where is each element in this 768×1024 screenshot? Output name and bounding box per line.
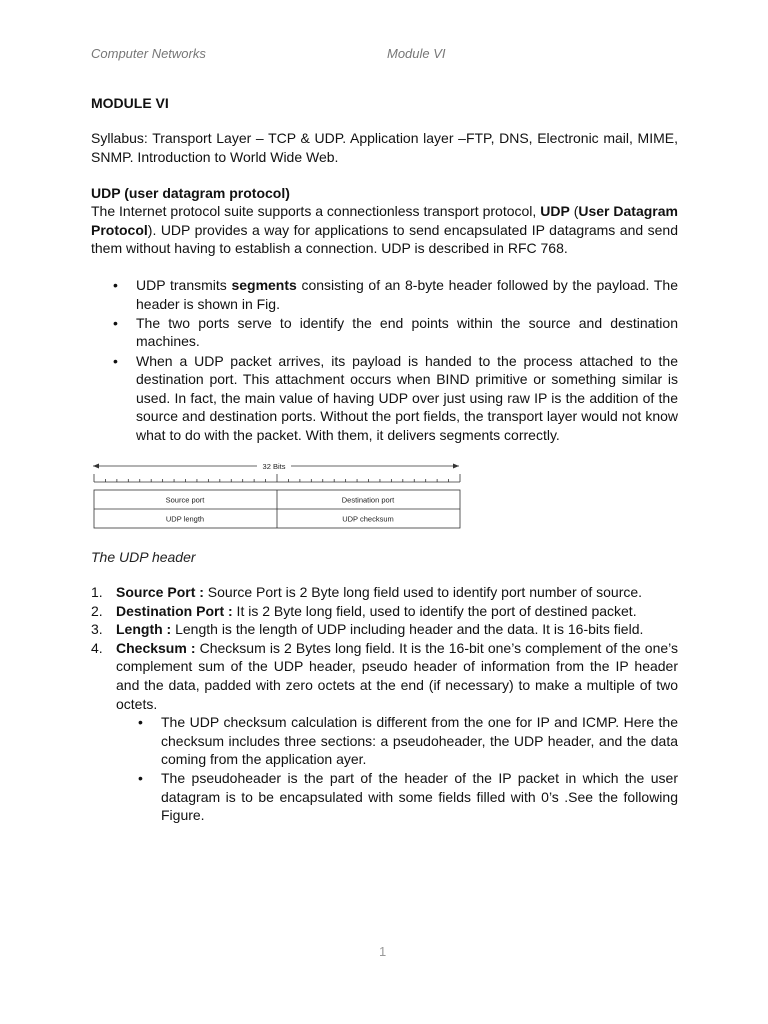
intro-text-3: ). UDP provides a way for applications to send encapsulated IP datagrams and send them without having to establish a connection. UDP is described in RFC 768. (91, 221, 678, 257)
bullet-bold-term: segments (231, 277, 297, 293)
list-item (91, 276, 678, 313)
module-title: MODULE VI (91, 95, 169, 111)
intro-udp-term: UDP (540, 203, 570, 219)
intro-text-2: ( (569, 203, 579, 219)
running-header-course: Computer Networks (91, 46, 206, 61)
bullet-icon: • (138, 769, 143, 786)
item-number: 1. (91, 584, 103, 600)
udp-bullet-list (91, 276, 678, 445)
list-item (91, 314, 678, 351)
running-header-module: Module VI (387, 46, 446, 61)
bullet-text-pre: UDP transmits (136, 277, 232, 293)
bullet-icon: • (113, 277, 118, 293)
syllabus-paragraph: Syllabus: Transport Layer – TCP & UDP. Application layer –FTP, DNS, Electronic mail, MIME, SNMP. Introduction to World Wide Web. (91, 130, 678, 165)
bullet-icon: • (113, 352, 118, 369)
source-port-cell: Source port (165, 495, 205, 505)
field-description: It is 2 Byte long field, used to identify the port of destined packet. (232, 602, 637, 619)
header-table (94, 490, 460, 528)
field-description: Source Port is 2 Byte long field used to identify port number of source. (203, 584, 643, 600)
list-item (91, 352, 678, 445)
field-name: Length : (116, 621, 172, 638)
bits-label: 32 Bits (262, 462, 286, 471)
page-number: 1 (379, 944, 387, 959)
field-name: Checksum : (116, 639, 196, 656)
list-item (91, 639, 678, 825)
list-item (91, 583, 678, 602)
checksum-sub-list (116, 713, 678, 825)
udp-intro-paragraph (91, 202, 678, 258)
bullet-icon: • (138, 714, 143, 731)
intro-text-1: The Internet protocol suite supports a connectionless transport protocol, (91, 203, 541, 219)
bullet-text: The two ports serve to identify the end points within the source and destination machines. (136, 314, 678, 350)
bit-ruler (94, 474, 460, 482)
udp-checksum-cell: UDP checksum (342, 514, 394, 524)
item-number: 4. (91, 639, 103, 656)
sub-bullet-text: The UDP checksum calculation is different from the one for IP and ICMP. Here the checksum includes three sections: a pseudoheader, the UDP header, and the data coming from the application ayer. (161, 714, 678, 768)
udp-section-heading: UDP (user datagram protocol) (91, 185, 290, 201)
list-item (116, 713, 678, 769)
bullet-icon: • (113, 314, 118, 331)
figure-caption: The UDP header (91, 549, 196, 565)
sub-bullet-text: The pseudoheader is the part of the header of the IP packet in which the user datagram is to be encapsulated with some fields filled with 0’s .See the following Figure. (161, 769, 678, 824)
field-name: Destination Port : (116, 602, 233, 619)
udp-header-figure (91, 458, 463, 532)
list-item (116, 769, 678, 825)
list-item (91, 620, 678, 639)
intro-protocol-term: User Datagram Protocol (91, 203, 678, 238)
field-description: Checksum is 2 Bytes long field. It is the 16-bit one’s complement of the one’s complement sum of the UDP header, pseudo header of information from the IP header and the data, padded with zero octets at the end (if necessary) to make a multiple of two octets. (116, 639, 678, 712)
field-description: Length is the length of UDP including header and the data. It is 16-bits field. (171, 621, 644, 638)
bullet-text-post: consisting of an 8-byte header followed by the payload. The header is shown in Fig. (136, 277, 678, 312)
destination-port-cell: Destination port (341, 495, 395, 505)
bullet-text: When a UDP packet arrives, its payload is handed to the process attached to the destination port. This attachment occurs when BIND primitive or something similar is used. In fact, the main value of having UDP over just using raw IP is the addition of the source and destination ports. Without the port fields, the transport layer would not know what to do with the packet. With them, it delivers segments correctly. (136, 352, 678, 443)
udp-length-cell: UDP length (165, 514, 205, 524)
list-item (91, 602, 678, 621)
item-number: 2. (91, 602, 103, 619)
header-fields-list (91, 583, 678, 825)
field-name: Source Port : (116, 584, 204, 600)
item-number: 3. (91, 621, 103, 638)
